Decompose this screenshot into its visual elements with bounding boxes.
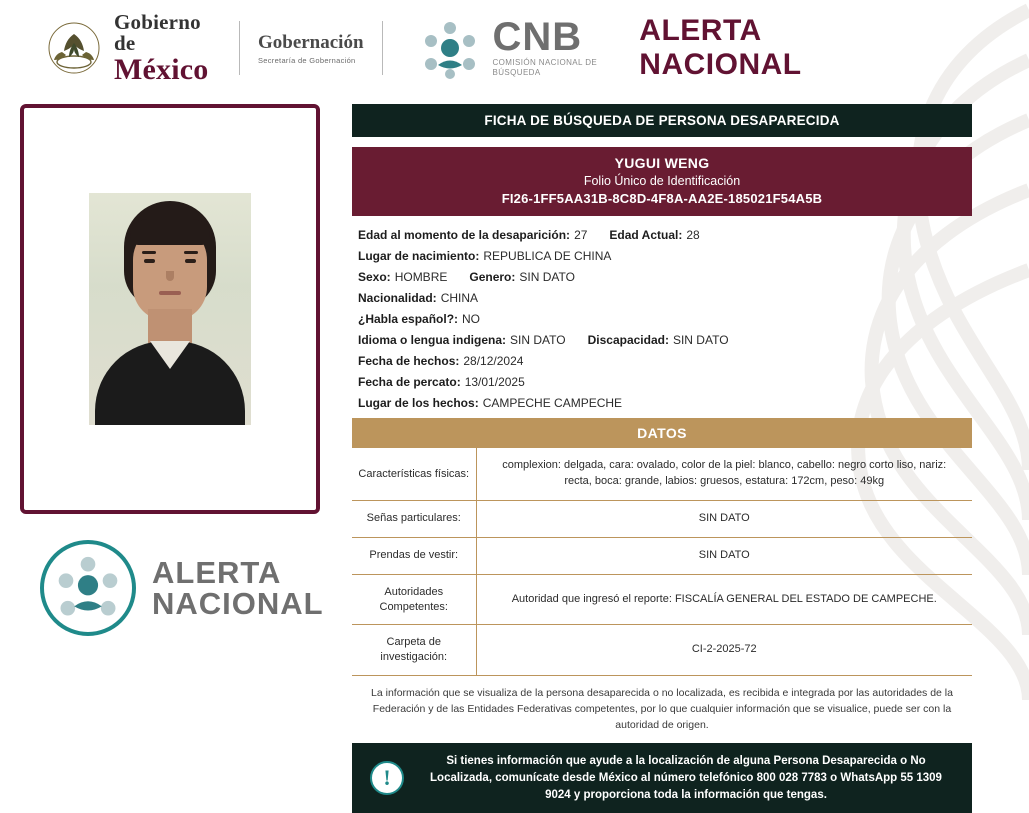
field-value-2: 28 bbox=[686, 228, 700, 242]
field-habla-espanol bbox=[358, 312, 972, 326]
field-label: Lugar de los hechos: bbox=[358, 396, 479, 410]
gobierno-logo-block bbox=[48, 9, 221, 86]
eagle-coat-of-arms-icon bbox=[48, 22, 100, 74]
gobierno-wordmark bbox=[114, 9, 221, 86]
field-value: SIN DATO bbox=[510, 333, 566, 347]
field-value: HOMBRE bbox=[394, 270, 448, 284]
alerta-logo-line1: ALERTA bbox=[152, 555, 282, 590]
secretaria-block bbox=[258, 32, 364, 65]
person-photo bbox=[89, 193, 251, 425]
exclamation-icon: ! bbox=[370, 761, 404, 795]
left-column bbox=[20, 104, 324, 636]
contact-text: Si tienes información que ayude a la localización de alguna Persona Desaparecida o No Localizada, comunícate desde México al número telefónico 800 028 7783 o WhatsApp 55 1309 9024 y proporciona toda la información que tengas. bbox=[430, 755, 942, 801]
row-value: complexion: delgada, cara: ovalado, color de la piel: blanco, cabello: negro corto liso, nariz: recta, boca: grande, labios: gruesos, estatura: 172cm, peso: 49kg bbox=[476, 448, 972, 500]
table-row bbox=[352, 500, 972, 537]
field-label: Fecha de hechos: bbox=[358, 354, 460, 368]
field-lugar-hechos bbox=[358, 396, 972, 410]
field-label: Sexo: bbox=[358, 270, 391, 284]
field-label: Edad al momento de la desaparición: bbox=[358, 228, 571, 242]
field-sexo-genero bbox=[358, 270, 972, 284]
field-nacionalidad bbox=[358, 291, 972, 305]
field-value-2: SIN DATO bbox=[519, 270, 575, 284]
field-label-2: Genero: bbox=[469, 270, 516, 284]
disclaimer-text: La información que se visualiza de la persona desaparecida o no localizada, es recibida e integrada por las autoridades de la Federación y de las Entidades Federativas competentes, por lo que cualquier información que se visualice, puede ser con la autoridad de origen. bbox=[371, 687, 953, 731]
table-row bbox=[352, 625, 972, 676]
cnb-logo-block bbox=[417, 15, 640, 78]
gobierno-line1: Gobierno de bbox=[114, 9, 201, 55]
person-identity-band bbox=[352, 147, 972, 216]
main-panel bbox=[352, 104, 972, 813]
row-label: Carpeta de investigación: bbox=[352, 625, 476, 676]
info-fields bbox=[352, 228, 972, 410]
field-fecha-percato bbox=[358, 375, 972, 389]
table-row bbox=[352, 537, 972, 574]
table-row bbox=[352, 448, 972, 500]
row-value: SIN DATO bbox=[476, 537, 972, 574]
field-lugar-nacimiento bbox=[358, 249, 972, 263]
alerta-logo-line2: NACIONAL bbox=[152, 586, 324, 621]
row-label: Señas particulares: bbox=[352, 500, 476, 537]
cnb-wordmark bbox=[492, 15, 640, 78]
field-value: NO bbox=[462, 312, 481, 326]
field-label-2: Edad Actual: bbox=[609, 228, 683, 242]
cnb-acronym: CNB bbox=[492, 15, 583, 59]
field-value: 13/01/2025 bbox=[464, 375, 525, 389]
contact-band bbox=[352, 743, 972, 813]
alerta-nacional-logo bbox=[20, 540, 324, 636]
field-edad bbox=[358, 228, 972, 242]
field-label: Idioma o lengua indigena: bbox=[358, 333, 507, 347]
row-label: Autoridades Competentes: bbox=[352, 574, 476, 625]
field-idioma-discapacidad bbox=[358, 333, 972, 347]
gobierno-line2: México bbox=[114, 52, 209, 86]
field-label: Fecha de percato: bbox=[358, 375, 461, 389]
field-value-2: SIN DATO bbox=[672, 333, 729, 347]
field-label: ¿Habla español?: bbox=[358, 312, 459, 326]
table-row bbox=[352, 574, 972, 625]
row-label: Características físicas: bbox=[352, 448, 476, 500]
field-label: Lugar de nacimiento: bbox=[358, 249, 480, 263]
row-value: CI-2-2025-72 bbox=[476, 625, 972, 676]
field-value: 28/12/2024 bbox=[463, 354, 524, 368]
row-value: Autoridad que ingresó el reporte: FISCALÍA GENERAL DEL ESTADO DE CAMPECHE. bbox=[476, 574, 972, 625]
field-value: REPUBLICA DE CHINA bbox=[483, 249, 612, 263]
header-divider bbox=[239, 21, 240, 75]
ficha-banner: FICHA DE BÚSQUEDA DE PERSONA DESAPARECIDA bbox=[352, 104, 972, 137]
folio-label: Folio Único de Identificación bbox=[583, 174, 741, 188]
header-divider-2 bbox=[382, 21, 383, 75]
row-value: SIN DATO bbox=[476, 500, 972, 537]
secretaria-sub: Secretaría de Gobernación bbox=[257, 55, 356, 65]
cnb-full-name: COMISIÓN NACIONAL DE BÚSQUEDA bbox=[492, 58, 598, 77]
page-header bbox=[0, 0, 1029, 96]
alerta-nacional-title: ALERTA NACIONAL bbox=[639, 14, 802, 81]
row-label: Prendas de vestir: bbox=[352, 537, 476, 574]
folio-value: FI26-1FF5AA31B-8C8D-4F8A-AA2E-185021F54A5B bbox=[501, 191, 823, 206]
field-label: Nacionalidad: bbox=[358, 291, 437, 305]
datos-table bbox=[352, 448, 972, 676]
alerta-circle-icon bbox=[40, 540, 136, 636]
field-value: CHINA bbox=[440, 291, 479, 305]
field-value: 27 bbox=[574, 228, 588, 242]
cnb-people-icon bbox=[417, 19, 483, 77]
field-fecha-hechos bbox=[358, 354, 972, 368]
field-label-2: Discapacidad: bbox=[587, 333, 669, 347]
secretaria-name: Gobernación bbox=[257, 31, 364, 53]
person-name: YUGUI WENG bbox=[614, 155, 710, 171]
field-value: CAMPECHE CAMPECHE bbox=[482, 396, 623, 410]
datos-banner: DATOS bbox=[352, 418, 972, 448]
photo-frame bbox=[20, 104, 320, 514]
alerta-logo-text bbox=[152, 557, 324, 619]
